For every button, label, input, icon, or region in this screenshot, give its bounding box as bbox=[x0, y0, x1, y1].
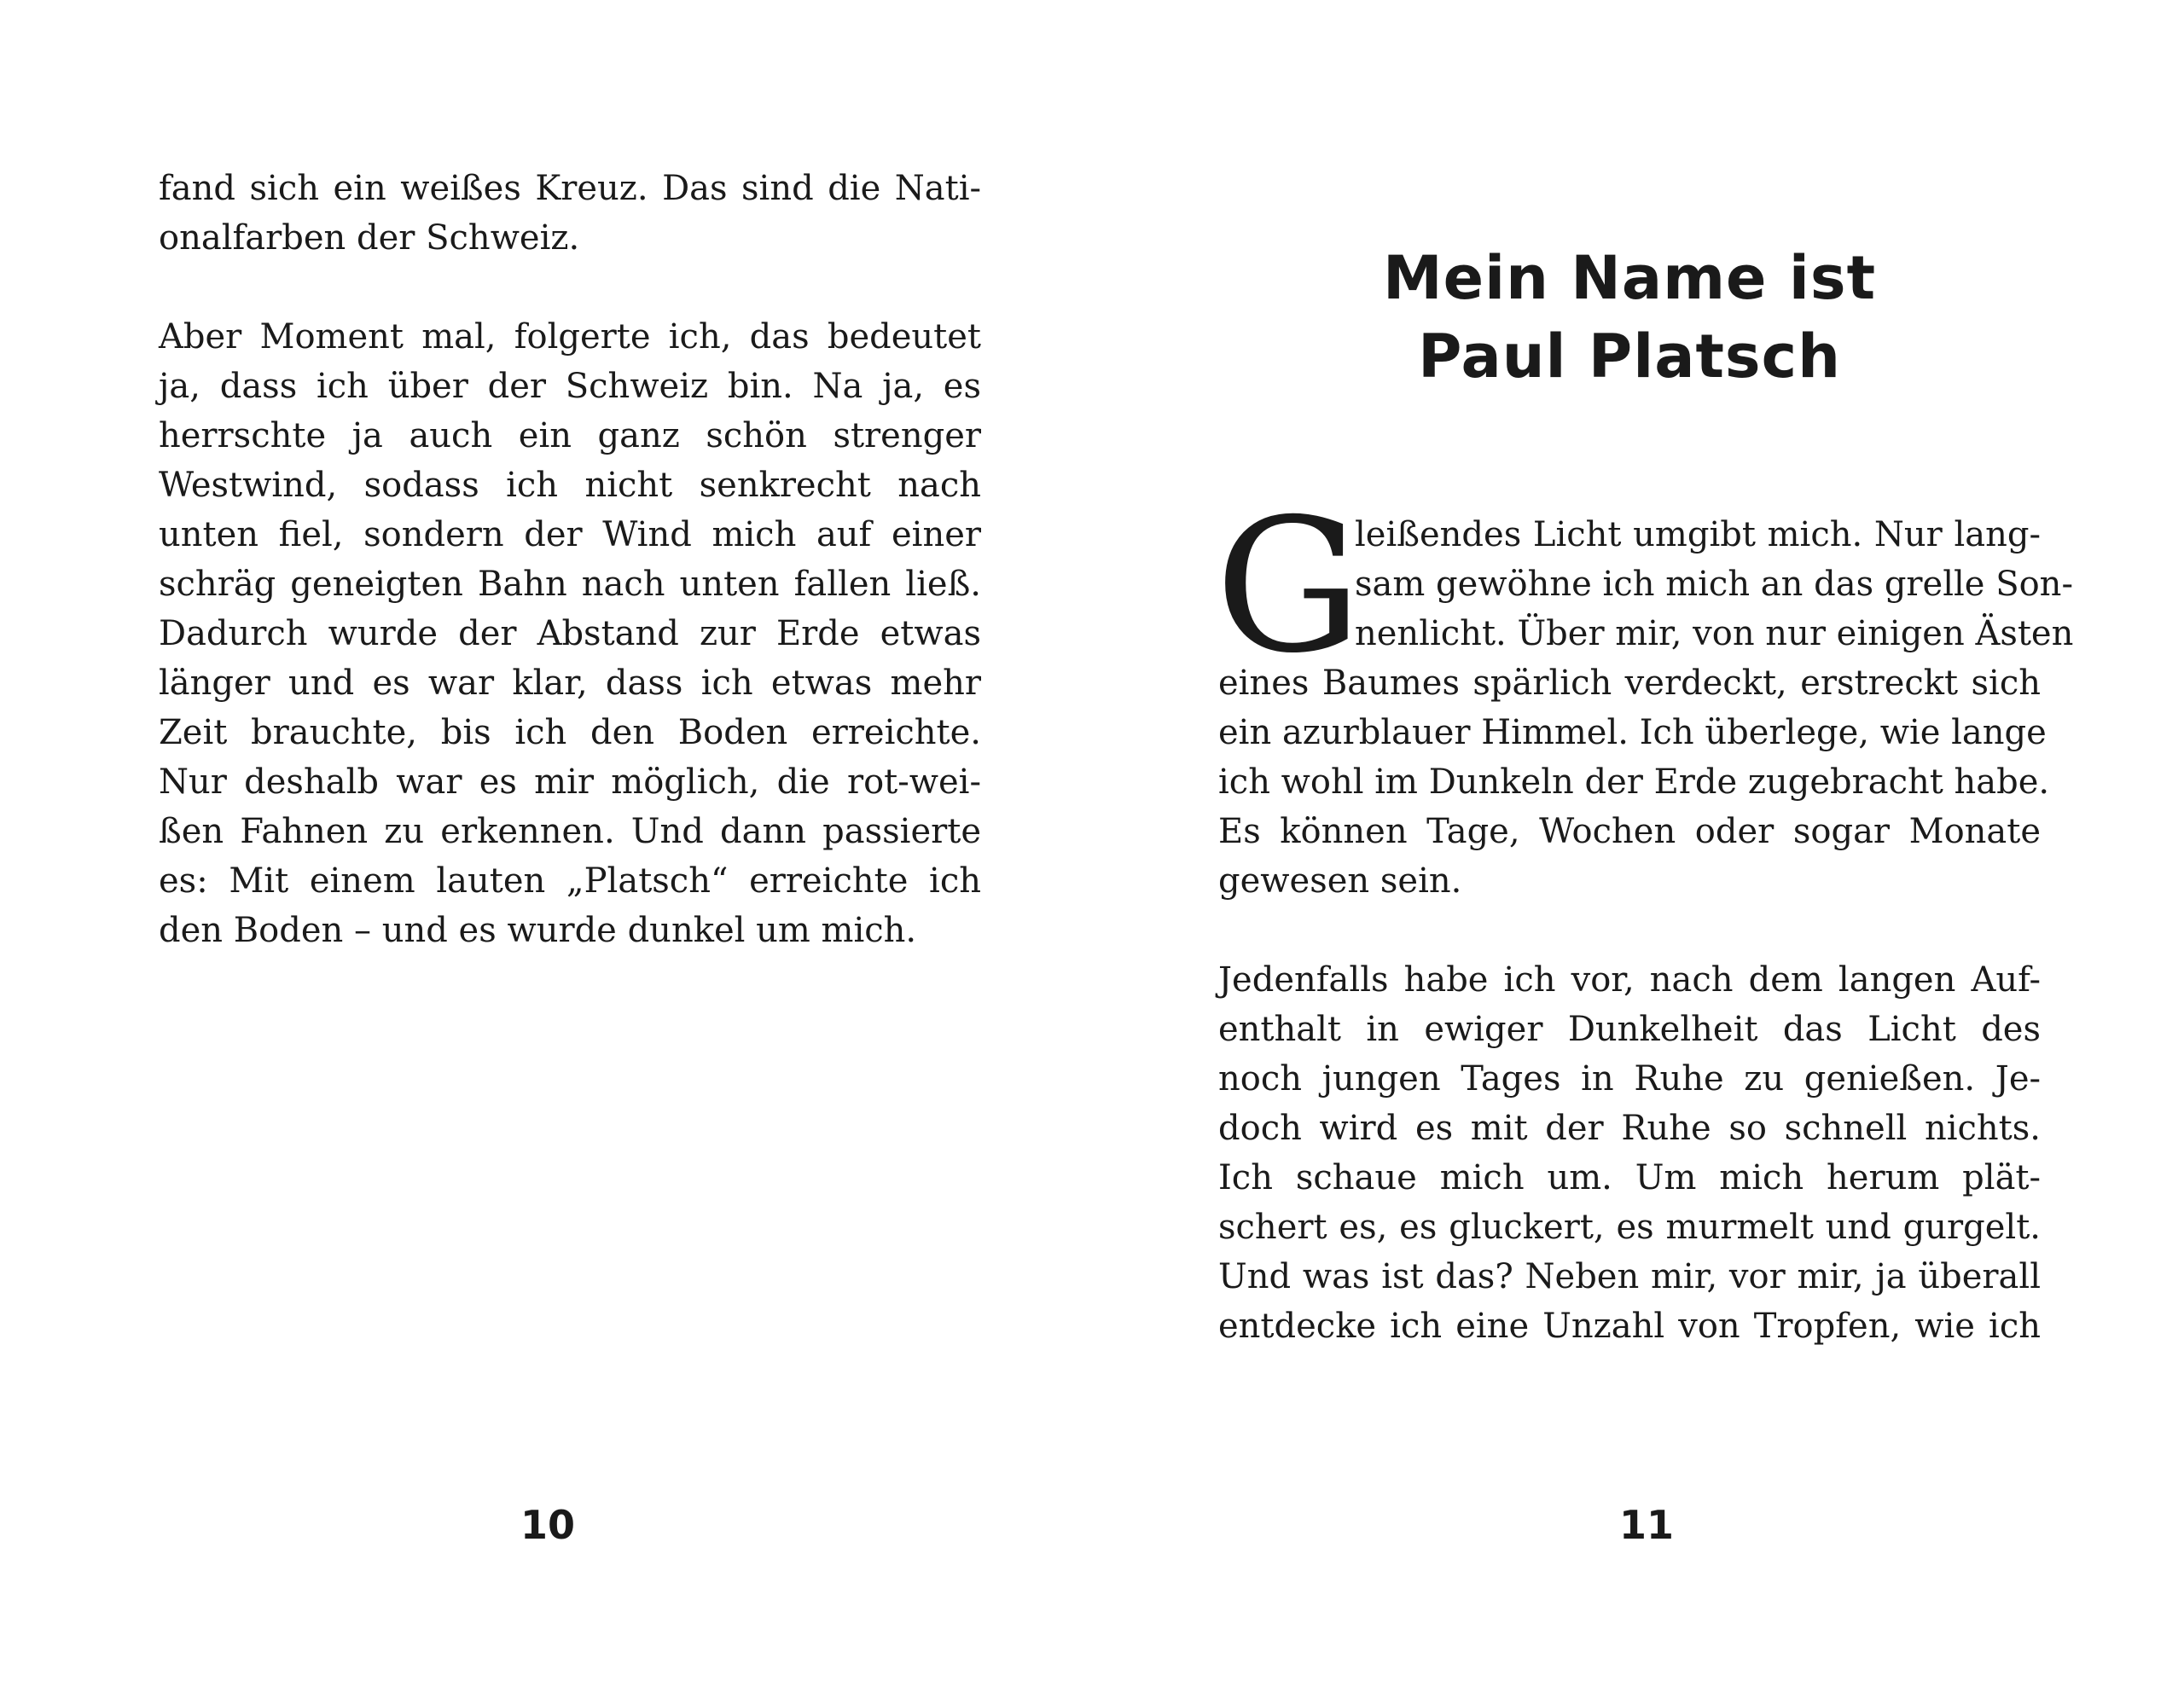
text-line: Westwind, sodass ich nicht senkrecht nach bbox=[159, 466, 981, 505]
text-line: doch wird es mit der Ruhe so schnell nichts. bbox=[1218, 1109, 2041, 1148]
chapter-title-line-2: Paul Platsch bbox=[1418, 322, 1841, 391]
text-line: es: Mit einem lauten „Platsch“ erreichte ich bbox=[159, 861, 981, 901]
text-line: eines Baumes spärlich verdeckt, erstreckt sich bbox=[1218, 664, 2041, 703]
text-line: entdecke ich eine Unzahl von Tropfen, wie ich bbox=[1218, 1307, 2041, 1346]
text-line: Zeit brauchte, bis ich den Boden erreichte. bbox=[159, 713, 981, 752]
chapter-title-line-1: Mein Name ist bbox=[1382, 243, 1877, 313]
text-line: ßen Fahnen zu erkennen. Und dann passierte bbox=[159, 812, 981, 851]
text-line: noch jungen Tages in Ruhe zu genießen. Je- bbox=[1218, 1059, 2041, 1099]
text-line: ich wohl im Dunkeln der Erde zugebracht habe. bbox=[1218, 762, 2050, 802]
text-line: Aber Moment mal, folgerte ich, das bedeutet bbox=[159, 317, 981, 357]
page-number-right: 11 bbox=[1618, 1502, 1674, 1548]
page-number-left: 10 bbox=[520, 1502, 575, 1548]
drop-cap: G bbox=[1215, 479, 1362, 693]
text-line: schert es, es gluckert, es murmelt und gurgelt. bbox=[1218, 1208, 2041, 1247]
text-line: sam gewöhne ich mich an das grelle Son- bbox=[1355, 565, 2073, 604]
text-line: Ich schaue mich um. Um mich herum plät- bbox=[1218, 1158, 2041, 1197]
text-line: gewesen sein. bbox=[1218, 861, 1462, 901]
text-line: unten fiel, sondern der Wind mich auf einer bbox=[159, 515, 981, 554]
text-line: schräg geneigten Bahn nach unten fallen ließ. bbox=[159, 565, 981, 604]
text-line: Und was ist das? Neben mir, vor mir, ja überall bbox=[1218, 1257, 2041, 1296]
text-line: ein azurblauer Himmel. Ich überlege, wie lange bbox=[1218, 713, 2047, 752]
text-line: Nur deshalb war es mir möglich, die rot-wei- bbox=[159, 762, 981, 802]
text-line: Jedenfalls habe ich vor, nach dem langen Auf- bbox=[1218, 960, 2041, 1000]
text-line: enthalt in ewiger Dunkelheit das Licht des bbox=[1218, 1010, 2041, 1049]
text-line: länger und es war klar, dass ich etwas mehr bbox=[159, 664, 981, 703]
text-line: den Boden – und es wurde dunkel um mich. bbox=[159, 911, 917, 950]
text-line: nenlicht. Über mir, von nur einigen Ästen bbox=[1355, 614, 2074, 653]
text-line: leißendes Licht umgibt mich. Nur lang- bbox=[1355, 515, 2041, 554]
text-line: Dadurch wurde der Abstand zur Erde etwas bbox=[159, 614, 981, 653]
text-line: ja, dass ich über der Schweiz bin. Na ja, es bbox=[159, 367, 981, 406]
text-line: Es können Tage, Wochen oder sogar Monate bbox=[1218, 812, 2041, 851]
text-line: fand sich ein weißes Kreuz. Das sind die Nati- bbox=[159, 169, 981, 208]
text-line: herrschte ja auch ein ganz schön strenger bbox=[159, 416, 981, 455]
text-line: onalfarben der Schweiz. bbox=[159, 218, 580, 258]
